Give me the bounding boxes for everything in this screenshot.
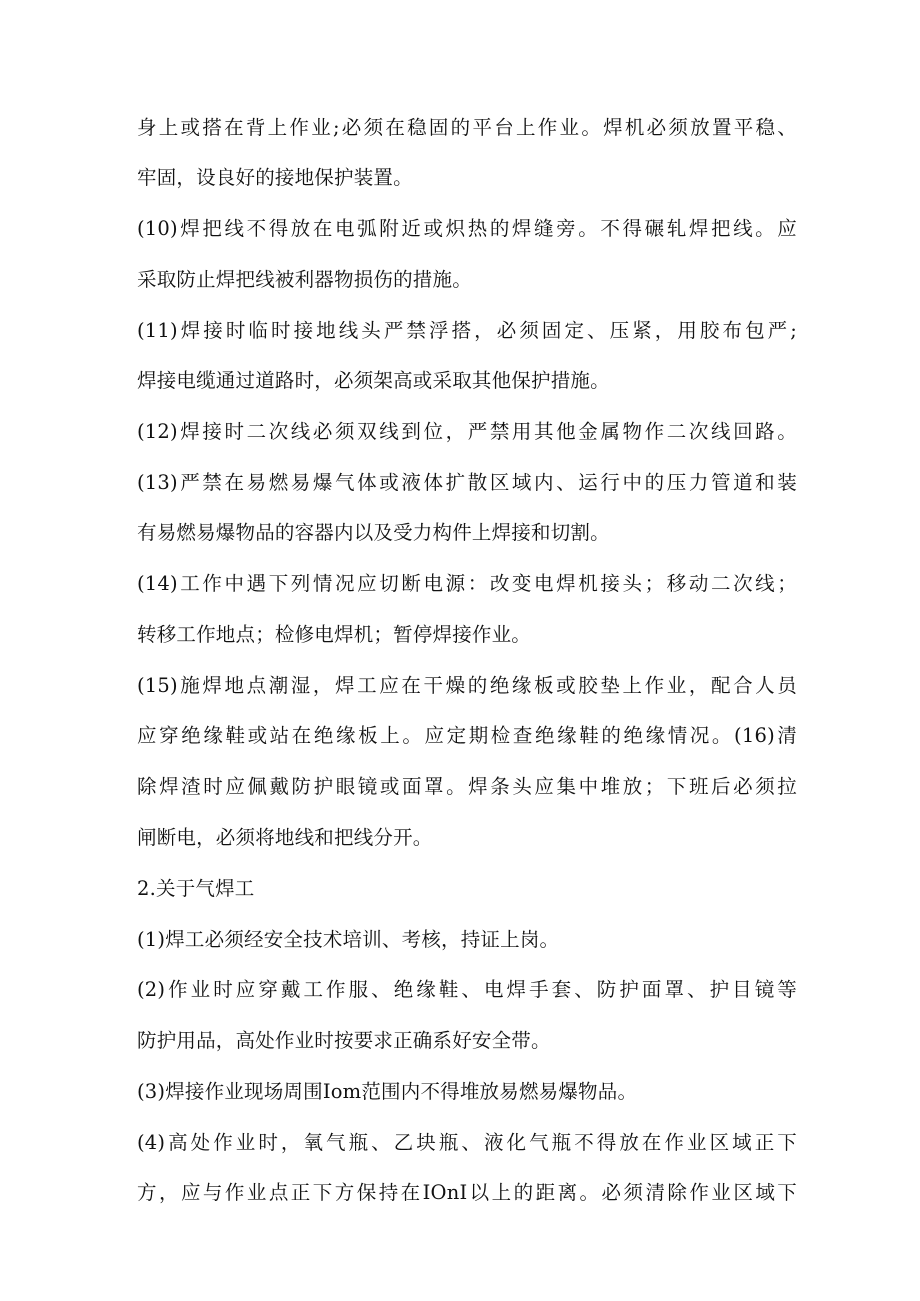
text-line: 闸断电，必须将地线和把线分开。 [137, 826, 433, 849]
section-heading: 2.关于气焊工 [137, 877, 255, 900]
text-line: 身上或搭在背上作业;必须在稳固的平台上作业。焊机必须放置平稳、 [137, 116, 797, 139]
text-line: 防护用品，高处作业时按要求正确系好安全带。 [137, 1029, 551, 1052]
text-line: 应穿绝缘鞋或站在绝缘板上。应定期检查绝缘鞋的绝缘情况。(16)清 [137, 724, 797, 747]
text-line: (3)焊接作业现场周围Iom范围内不得堆放易燃易爆物品。 [137, 1080, 638, 1103]
text-line: (14)工作中遇下列情况应切断电源：改变电焊机接头；移动二次线； [137, 572, 797, 595]
text-line: 牢固，设良好的接地保护装置。 [137, 166, 413, 189]
text-line: 除焊渣时应佩戴防护眼镜或面罩。焊条头应集中堆放；下班后必须拉 [137, 775, 797, 798]
text-line: (11)焊接时临时接地线头严禁浮搭，必须固定、压紧，用胶布包严; [137, 319, 797, 342]
text-line: 有易燃易爆物品的容器内以及受力构件上焊接和切割。 [137, 521, 610, 544]
text-line: (2)作业时应穿戴工作服、绝缘鞋、电焊手套、防护面罩、护目镜等 [137, 978, 797, 1001]
text-line: 方，应与作业点正下方保持在IOnI以上的距离。必须清除作业区域下 [137, 1181, 797, 1204]
text-line: (10)焊把线不得放在电弧附近或炽热的焊缝旁。不得碾轧焊把线。应 [137, 217, 797, 240]
text-line: (4)高处作业时，氧气瓶、乙块瓶、液化气瓶不得放在作业区域正下 [137, 1131, 797, 1154]
text-line: (13)严禁在易燃易爆气体或液体扩散区域内、运行中的压力管道和装 [137, 471, 797, 494]
text-line: 转移工作地点；检修电焊机；暂停焊接作业。 [137, 623, 532, 646]
text-line: 采取防止焊把线被利器物损伤的措施。 [137, 268, 472, 291]
text-line: (12)焊接时二次线必须双线到位，严禁用其他金属物作二次线回路。 [137, 420, 797, 443]
text-line: 焊接电缆通过道路时，必须架高或采取其他保护措施。 [137, 369, 610, 392]
text-line: (15)施焊地点潮湿，焊工应在干燥的绝缘板或胶垫上作业，配合人员 [137, 674, 797, 697]
text-line: (1)焊工必须经安全技术培训、考核，持证上岗。 [137, 928, 560, 951]
